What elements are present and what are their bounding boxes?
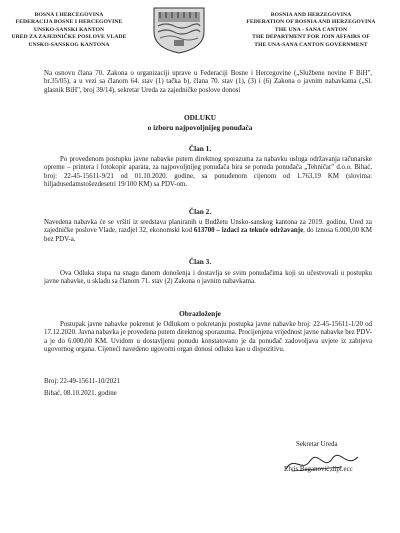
coat-of-arms-icon <box>146 6 212 54</box>
obrazlozenje-paragraph: Postupak javne nabavke pokrenut je Odlukom o pokretanju postupka javne nabavke broj: 22-45-15611-1/20 od 17.12.2020. Javna nabavka je provedena putem direktnog sporazuma. Procijenjena vrijednost javne nabavke bez PDV-a je do 6.000,00 KM. Uvidom u dostavljenu ponudu konstatovano je da ponuđač zadovoljava uvjete iz zahtjeva ugovornog organa. Cijeneći navedeno ugovorni organ donosi odluku kao u dispozitivu. <box>44 321 372 354</box>
intro-paragraph: Na osnovu člana 70. Zakona o organizaciji uprave u Federaciji Bosne i Hercegovine („Službene novine F BiH", br.35/05), a u vezi sa članom 64. stav (1) tačka b), člana 70. stav (1), (3) i (6) Zakona o javnim nabavkama („Sl. glasnik BiH", broj 39/14), sekretar Ureda za zajedničke poslove donosi <box>44 70 372 94</box>
clan1-paragraph: Po provedenom postupku javne nabavke putem direktnog sporazuma za nabavku usluga održavanja računarske opreme – printera i fotokopir aparata, za najpovoljnijeg ponuđača bira se ponuda ponuđača „Tehničar" d.o.o. Bihać, broj: 22-45-15611-9/21 od 01.10.2020. godine, sa ponuđenom cijenom od 1.763,19 KM (slovima: hiljadusedamstošezdesetri 19/100 KM) sa PDV-om. <box>44 156 372 189</box>
clan2-text-bold: 613700 – izdaci za tekuće održavanje <box>193 227 304 235</box>
clan2-text-a: Navedena nabavka će se vršiti iz sredstava planiranih u Budžetu Unsko-sanskog kantona za 2019. godinu, Ured za zajedničke poslove Vlade, razdjel 32, ekonomski kod <box>44 219 372 235</box>
clan3-heading: Član 3. <box>188 257 212 266</box>
header-left <box>10 12 128 49</box>
header-right-line: THE DEPARTMENT FOR JOIN AFFAIRS OF <box>252 34 370 41</box>
header-right-line: THE UNA - SANA CANTON <box>274 26 348 33</box>
document-title: ODLUKU <box>183 113 217 122</box>
header-right <box>238 12 384 49</box>
header-left-line: UNSKO-SANSKOG KANTONA <box>28 41 110 48</box>
clan2-text-b: , do iznosa 6.000,00 KM bez PDV-a. <box>44 227 373 243</box>
signatory-title: Sekretar Ureda <box>296 441 338 448</box>
clan3-paragraph: Ova Odluka stupa na snagu danom donošenja i dostavlja se svim ponuđačima koji su učestvovali u postupku javne nabavke, u skladu sa članom 71. stav (2) Zakona o javnim nabavkama. <box>44 270 372 286</box>
document-date: Bihać, 08.10.2021. godine <box>44 390 117 397</box>
document-subtitle: o izboru najpovoljnijeg ponuđača <box>147 123 253 132</box>
header-right-line: FEDERATION OF BOSNIA AND HERZEGOVINA <box>246 19 376 26</box>
header-left-line: FEDERACIJA BOSNE I HERCEGOVINE <box>15 19 123 26</box>
document-number: Broj: 22-49-15611-10/2021 <box>44 378 121 385</box>
signatory-name: Elvis Beganović,dipl.ecc <box>284 466 353 473</box>
header-right-line: BOSNIA AND HERZEGOVINA <box>270 12 352 18</box>
clan1-heading: Član 1. <box>188 144 212 153</box>
header-left-line: UNSKO-SANSKI KANTON <box>33 26 105 33</box>
obrazlozenje-heading: Obrazloženje <box>179 309 221 318</box>
header-left-line: BOSNA I HERCEGOVINA <box>34 12 104 18</box>
header-left-line: URED ZA ZAJEDNIČKE POSLOVE VLADE <box>11 34 127 41</box>
header-right-line: THE UNA-SANA CANTON GOVERNMENT <box>254 41 368 48</box>
clan2-paragraph <box>44 219 372 244</box>
clan2-heading: Član 2. <box>188 207 212 216</box>
